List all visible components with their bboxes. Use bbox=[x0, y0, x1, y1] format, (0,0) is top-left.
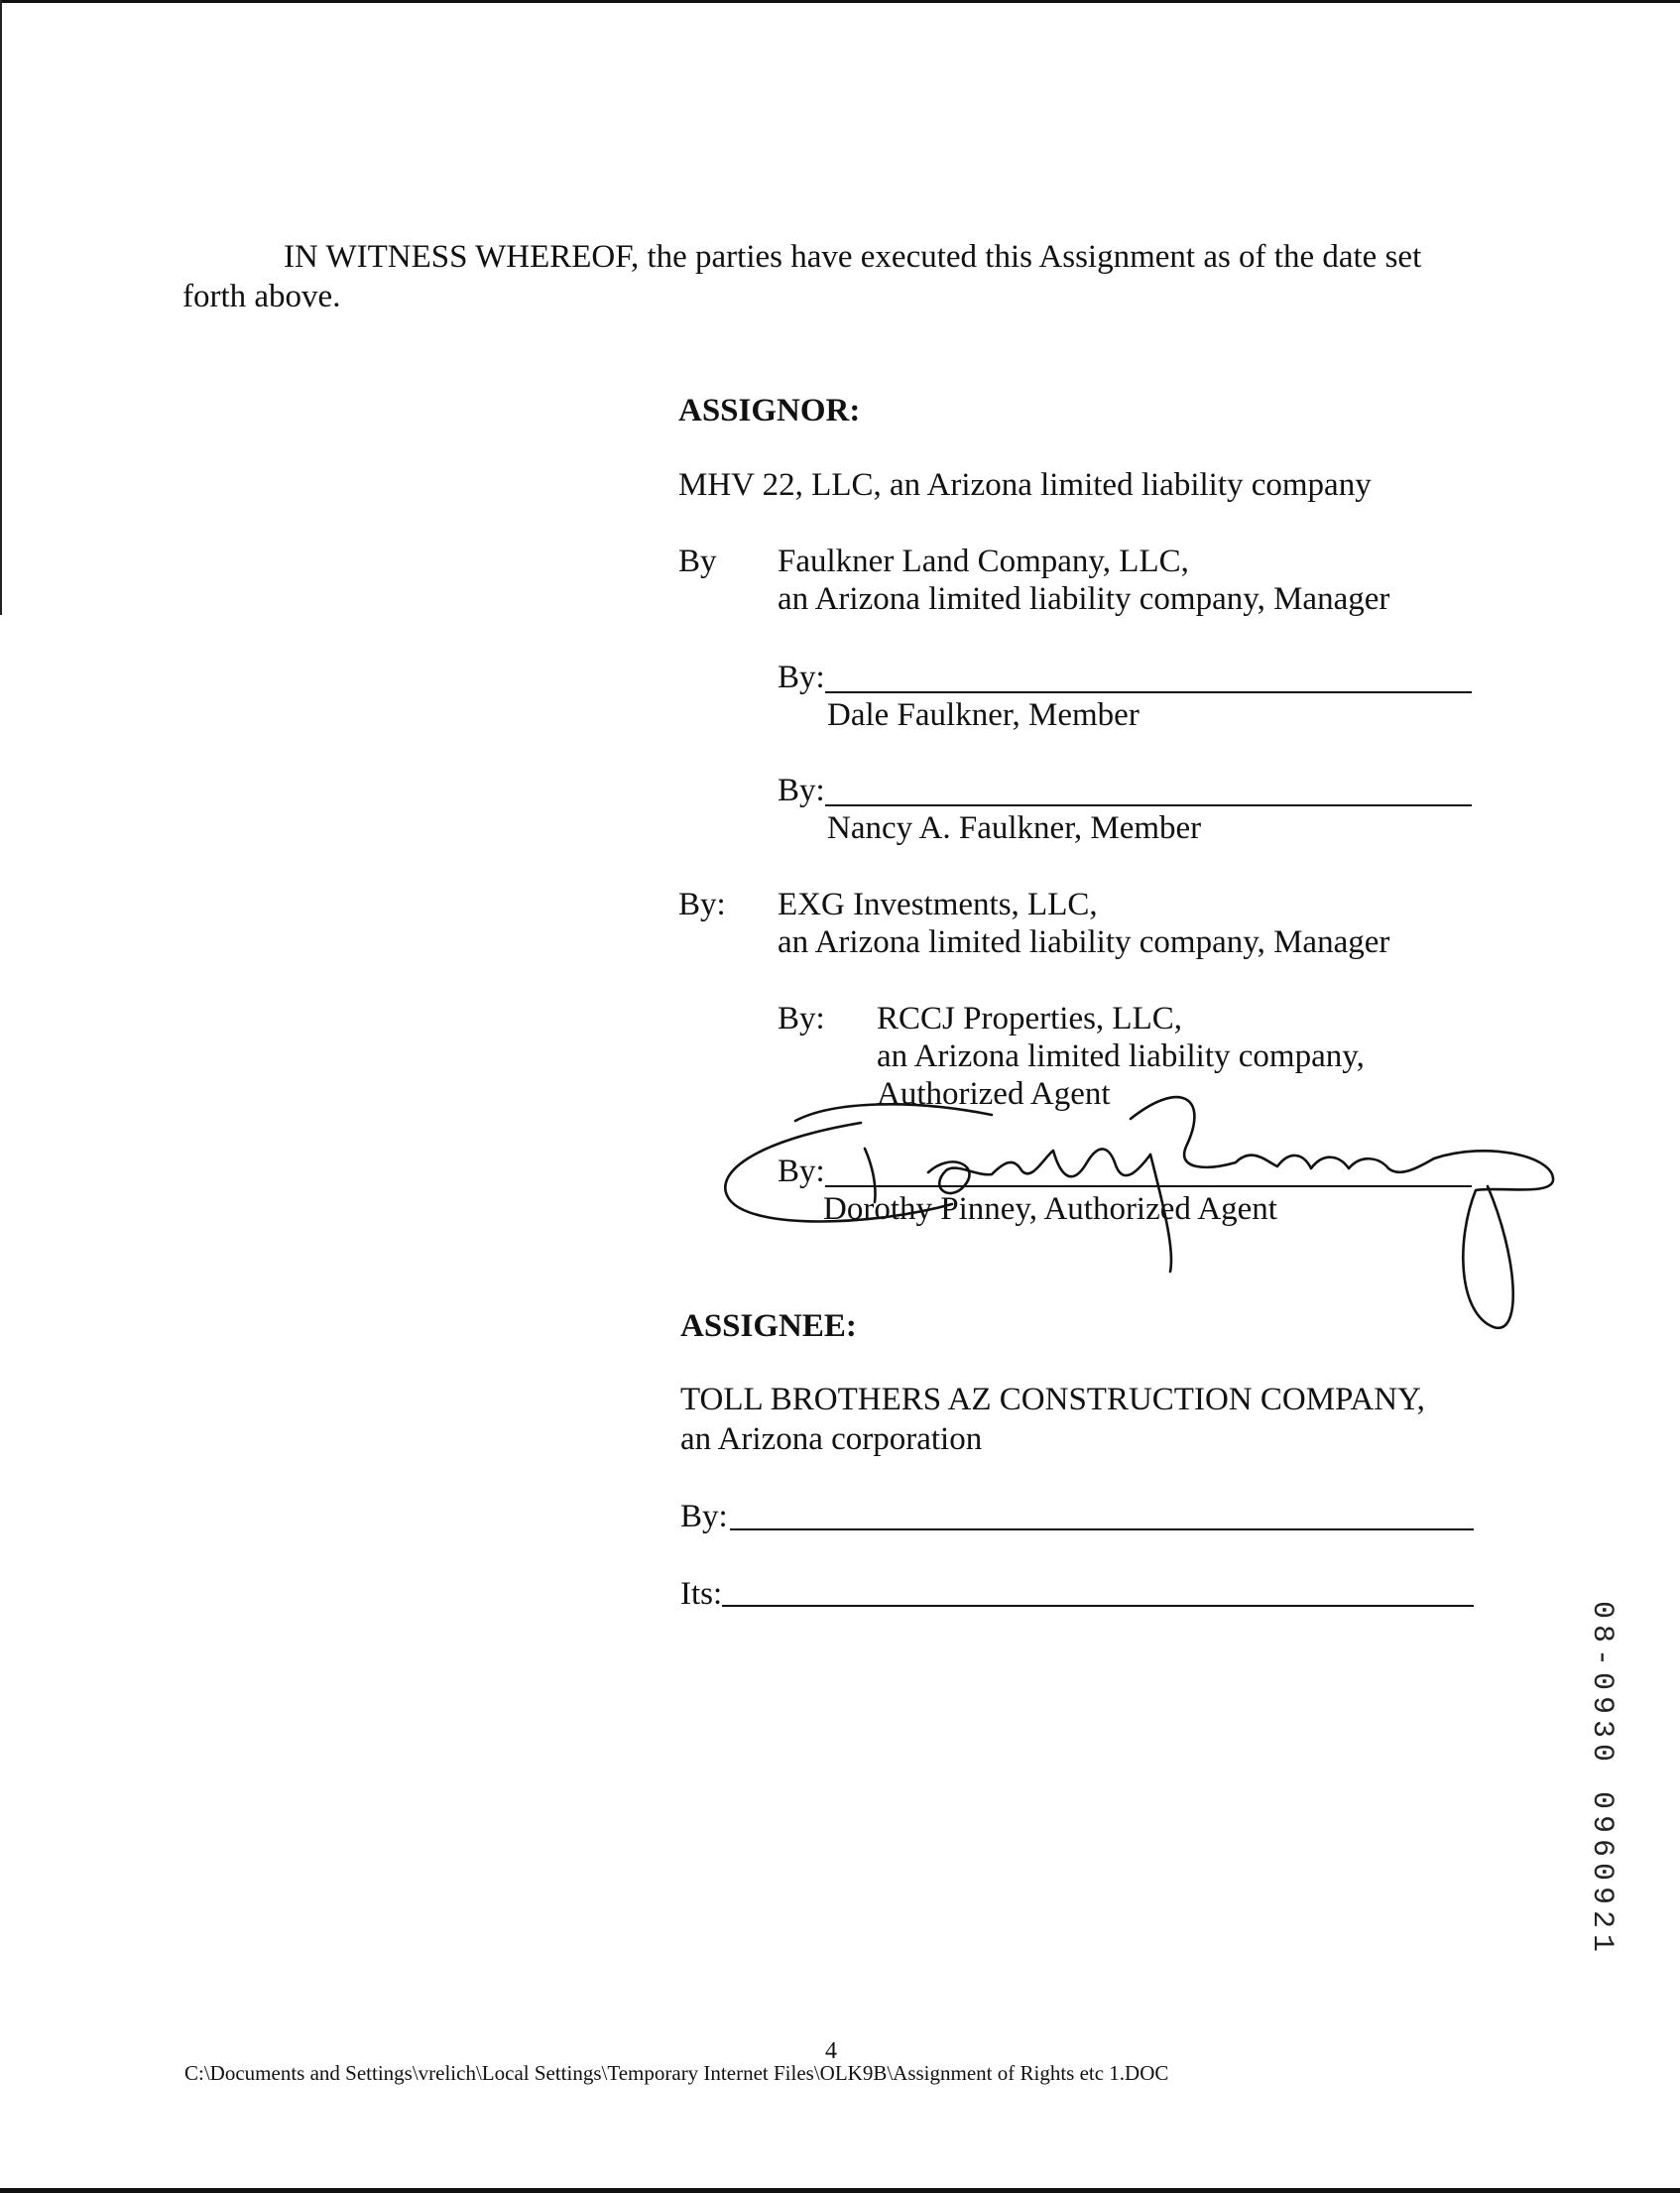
by-label-1: By bbox=[678, 544, 717, 579]
signer-name-2: Nancy A. Faulkner, Member bbox=[827, 810, 1202, 846]
signature-label-2: By: bbox=[778, 773, 825, 808]
document-control-stamp: 08-0930 0960921 bbox=[1585, 1601, 1619, 1959]
by-label-2: By: bbox=[678, 887, 726, 922]
by-entity-2: EXG Investments, LLC, bbox=[778, 887, 1098, 922]
assignee-by-line bbox=[730, 1528, 1474, 1530]
assignee-company-desc: an Arizona corporation bbox=[680, 1421, 983, 1457]
by-label-3: By: bbox=[778, 1001, 825, 1036]
signature-label-3: By: bbox=[778, 1154, 825, 1189]
assignee-its-label: Its: bbox=[680, 1576, 723, 1612]
assignee-company: TOLL BROTHERS AZ CONSTRUCTION COMPANY, bbox=[680, 1382, 1425, 1417]
scan-edge-left bbox=[0, 0, 2, 615]
signature-last-name bbox=[1236, 1156, 1434, 1172]
witness-line-1: IN WITNESS WHEREOF, the parties have executed this Assignment as of the date set bbox=[284, 239, 1422, 275]
footer-file-path: C:\Documents and Settings\vrelich\Local Settings\Temporary Internet Files\OLK9B\Assignment of Rights etc 1.DOC bbox=[184, 2061, 1169, 2085]
witness-line-2: forth above. bbox=[182, 279, 341, 314]
by-entity-3-desc-1: an Arizona limited liability company, bbox=[877, 1038, 1365, 1074]
scan-edge-bottom bbox=[0, 2188, 1680, 2193]
assignee-its-line bbox=[722, 1605, 1474, 1607]
page-number: 4 bbox=[825, 2038, 837, 2064]
signature-right-loop bbox=[1434, 1151, 1553, 1328]
by-entity-3: RCCJ Properties, LLC, bbox=[877, 1001, 1183, 1036]
assignee-heading: ASSIGNEE: bbox=[680, 1308, 857, 1344]
by-entity-2-desc: an Arizona limited liability company, Manager bbox=[778, 924, 1390, 960]
signature-big-loop bbox=[1131, 1097, 1236, 1167]
assignor-company: MHV 22, LLC, an Arizona limited liability company bbox=[678, 467, 1372, 503]
by-entity-1: Faulkner Land Company, LLC, bbox=[778, 544, 1189, 579]
signature-line-2 bbox=[825, 804, 1472, 806]
signer-name-3: Dorothy Pinney, Authorized Agent bbox=[823, 1191, 1277, 1227]
assignor-heading: ASSIGNOR: bbox=[678, 393, 861, 428]
signature-line-3 bbox=[825, 1185, 1472, 1187]
signer-name-1: Dale Faulkner, Member bbox=[827, 697, 1140, 733]
signature-label-1: By: bbox=[778, 660, 825, 695]
assignee-by-label: By: bbox=[680, 1499, 728, 1534]
by-entity-1-desc: an Arizona limited liability company, Manager bbox=[778, 581, 1390, 617]
by-entity-3-desc-2: Authorized Agent bbox=[877, 1076, 1111, 1112]
scan-edge-top bbox=[0, 0, 1680, 3]
signature-line-1 bbox=[825, 691, 1472, 693]
